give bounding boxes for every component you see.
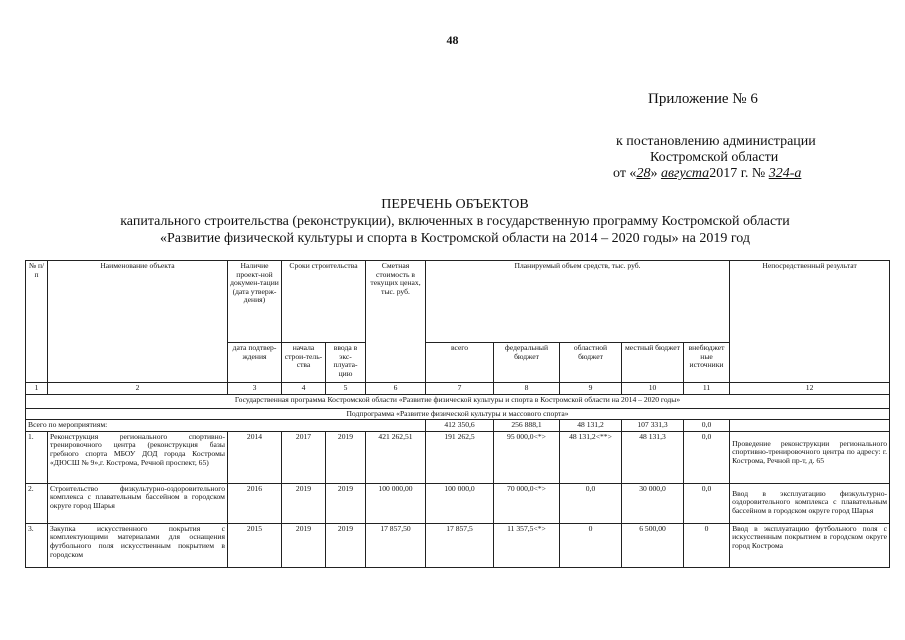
header-docs: Наличие проект-ной докумен-тации (дата утверж-дения)	[228, 261, 282, 343]
header-start: начала строи-тель-ства	[282, 343, 326, 383]
column-number: 1	[26, 383, 48, 395]
resolution-line-2: Костромской области	[650, 150, 779, 165]
row-start: 2019	[282, 483, 326, 523]
row-num: 1.	[26, 431, 48, 483]
row-federal: 11 357,5<*>	[494, 523, 560, 567]
row-result: Проведение реконструкции регионального спортивно-тренировочного центра по адресу: г. Кострома, Речной пр-т, д. 65	[730, 431, 890, 483]
column-number-row	[26, 383, 890, 395]
row-docs: 2014	[228, 431, 282, 483]
row-docs: 2016	[228, 483, 282, 523]
resolution-number: 324-а	[768, 166, 802, 181]
row-start: 2017	[282, 431, 326, 483]
table-row	[26, 483, 890, 523]
header-docs-date: дата подтвер-ждения	[228, 343, 282, 383]
header-name: Наименование объекта	[48, 261, 228, 383]
row-commission: 2019	[326, 483, 366, 523]
subprogram-row: Подпрограмма «Развитие физической культуры и массового спорта»	[26, 408, 890, 420]
totals-row	[26, 420, 890, 432]
row-cost: 100 000,00	[366, 483, 426, 523]
row-docs: 2015	[228, 523, 282, 567]
totals-result	[730, 420, 890, 432]
totals-extra: 0,0	[684, 420, 730, 432]
resolution-day: 28	[636, 166, 651, 181]
header-federal: федеральный бюджет	[494, 343, 560, 383]
row-name: Реконструкция регионального спортивно-тренировочного центра (реконструкция базы гребного спорта МБОУ ДОД города Костромы «ДЮСШ № 9»,г. Кострома, Речной проспект, 65)	[48, 431, 228, 483]
column-number: 10	[622, 383, 684, 395]
table-row	[26, 431, 890, 483]
row-name: Строительство физкультурно-оздоровительного комплекса с плавательным бассейном в городском округе город Шарья	[48, 483, 228, 523]
header-planned: Планируемый объем средств, тыс. руб.	[426, 261, 730, 343]
totals-local: 107 331,3	[622, 420, 684, 432]
header-extra: внебюджет ные источники	[684, 343, 730, 383]
row-local: 48 131,3	[622, 431, 684, 483]
column-number: 9	[560, 383, 622, 395]
column-number: 8	[494, 383, 560, 395]
totals-federal: 256 888,1	[494, 420, 560, 432]
column-number: 7	[426, 383, 494, 395]
totals-regional: 48 131,2	[560, 420, 622, 432]
row-cost: 17 857,50	[366, 523, 426, 567]
row-extra: 0,0	[684, 483, 730, 523]
totals-total: 412 350,6	[426, 420, 494, 432]
row-local: 30 000,0	[622, 483, 684, 523]
column-number: 11	[684, 383, 730, 395]
column-number: 2	[48, 383, 228, 395]
row-result: Ввод в эксплуатацию футбольного поля с искусственным покрытием в городском округе город Кострома	[730, 523, 890, 567]
row-result: Ввод в эксплуатацию физкультурно-оздоровительного комплекса с плавательным бассейном в городском округе город Шарья	[730, 483, 890, 523]
title-line-2: капитального строительства (реконструкции), включенных в государственную программу Костромской области	[120, 214, 790, 229]
header-commission: ввода в экс-плуата-цию	[326, 343, 366, 383]
document-title	[60, 196, 850, 247]
appendix-heading: Приложение № 6	[648, 91, 758, 107]
title-line-1: ПЕРЕЧЕНЬ ОБЪЕКТОВ	[381, 197, 529, 212]
column-number: 6	[366, 383, 426, 395]
row-commission: 2019	[326, 523, 366, 567]
row-cost: 421 262,51	[366, 431, 426, 483]
header-result: Непосредственный результат	[730, 261, 890, 383]
row-total: 191 262,5	[426, 431, 494, 483]
row-regional: 0	[560, 523, 622, 567]
column-number: 5	[326, 383, 366, 395]
header-terms: Сроки строительства	[282, 261, 366, 343]
resolution-line-1: к постановлению администрации	[616, 134, 816, 149]
header-num: № п/ п	[26, 261, 48, 383]
row-total: 100 000,0	[426, 483, 494, 523]
resolution-date-line	[613, 165, 801, 182]
program-row: Государственная программа Костромской области «Развитие физической культуры и спорта в Костромской области на 2014 – 2020 годы»	[26, 394, 890, 408]
row-regional: 48 131,2<**>	[560, 431, 622, 483]
row-regional: 0,0	[560, 483, 622, 523]
header-total: всего	[426, 343, 494, 383]
row-start: 2019	[282, 523, 326, 567]
header-regional: областной бюджет	[560, 343, 622, 383]
header-cost: Сметная стоимость в текущих ценах, тыс. руб.	[366, 261, 426, 383]
row-local: 6 500,00	[622, 523, 684, 567]
totals-label: Всего по мероприятиям:	[26, 420, 426, 432]
row-num: 2.	[26, 483, 48, 523]
row-federal: 70 000,0<*>	[494, 483, 560, 523]
page-number: 48	[446, 33, 459, 47]
column-number: 12	[730, 383, 890, 395]
resolution-prefix: от «	[613, 166, 637, 181]
resolution-month: августа	[660, 166, 710, 181]
row-total: 17 857,5	[426, 523, 494, 567]
row-num: 3.	[26, 523, 48, 567]
column-number: 3	[228, 383, 282, 395]
row-extra: 0	[684, 523, 730, 567]
resolution-year: 2017 г. №	[709, 166, 766, 181]
header-local: местный бюджет	[622, 343, 684, 383]
row-federal: 95 000,0<*>	[494, 431, 560, 483]
objects-table	[25, 260, 890, 568]
row-commission: 2019	[326, 431, 366, 483]
title-line-3: «Развитие физической культуры и спорта в Костромской области на 2014 – 2020 годы» на 2019 год	[160, 231, 750, 246]
resolution-mid: »	[650, 166, 658, 181]
column-number: 4	[282, 383, 326, 395]
row-name: Закупка искусственного покрытия с комплектующими материалами для оснащения футбольного поля искусственным покрытием в городском	[48, 523, 228, 567]
row-extra: 0,0	[684, 431, 730, 483]
table-row	[26, 523, 890, 567]
